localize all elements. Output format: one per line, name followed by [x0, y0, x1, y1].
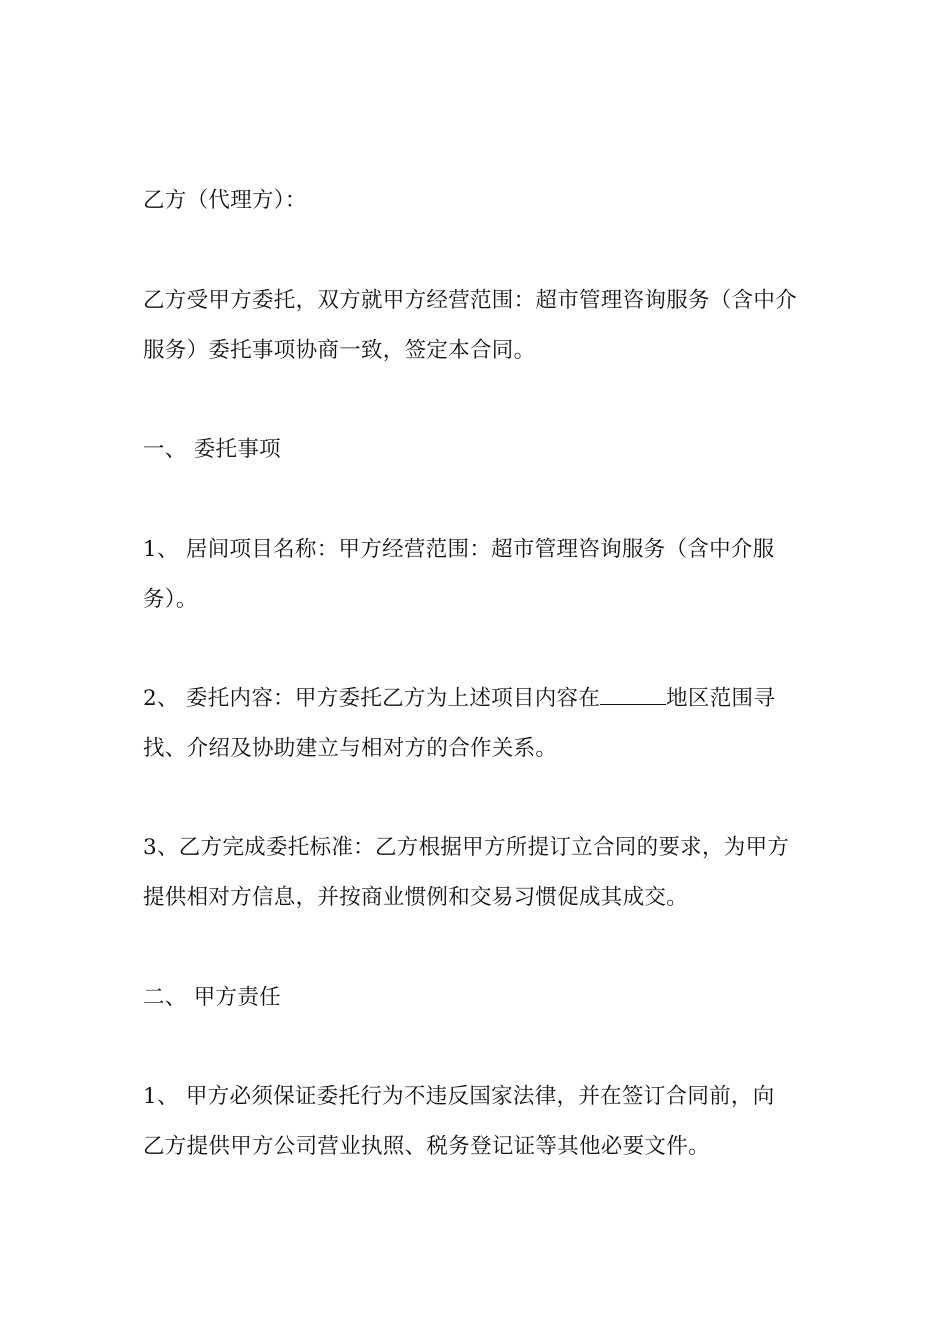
item-text: 地区范围寻	[666, 686, 776, 711]
section-1-item-3-line-1	[143, 835, 789, 861]
section-2-heading: 二、 甲方责任	[143, 985, 281, 1010]
item-number: 1、	[143, 1084, 179, 1109]
item-text: 居间项目名称：甲方经营范围：超市管理咨询服务（含中介服	[178, 537, 775, 562]
item-number: 1、	[143, 537, 179, 562]
fill-in-blank	[600, 686, 666, 705]
item-text: 委托内容：甲方委托乙方为上述项目内容在	[178, 686, 601, 711]
section-1-item-3-line-2: 提供相对方信息，并按商业惯例和交易习惯促成其成交。	[143, 885, 689, 910]
item-text: 甲方必须保证委托行为不违反国家法律，并在签订合同前，向	[178, 1084, 775, 1109]
section-1-item-2-line-2: 找、介绍及协助建立与相对方的合作关系。	[143, 736, 558, 761]
item-text: 乙方完成委托标准：乙方根据甲方所提订立合同的要求，为甲方	[178, 835, 790, 860]
section-2-item-1-line-1	[143, 1084, 775, 1110]
item-number: 3、	[143, 835, 179, 860]
section-1-item-1-line-1	[143, 537, 775, 563]
section-1-item-1-line-2: 务）。	[143, 587, 198, 612]
section-2-item-1-line-2: 乙方提供甲方公司营业执照、税务登记证等其他必要文件。	[143, 1134, 710, 1159]
party-b-line: 乙方（代理方）：	[143, 188, 307, 213]
item-number: 2、	[143, 686, 179, 711]
intro-line-1: 乙方受甲方委托，双方就甲方经营范围：超市管理咨询服务（含中介	[143, 288, 798, 313]
section-1-heading: 一、 委托事项	[143, 437, 281, 462]
intro-line-2: 服务）委托事项协商一致，签定本合同。	[143, 338, 536, 363]
section-1-item-2-line-1	[143, 686, 775, 712]
